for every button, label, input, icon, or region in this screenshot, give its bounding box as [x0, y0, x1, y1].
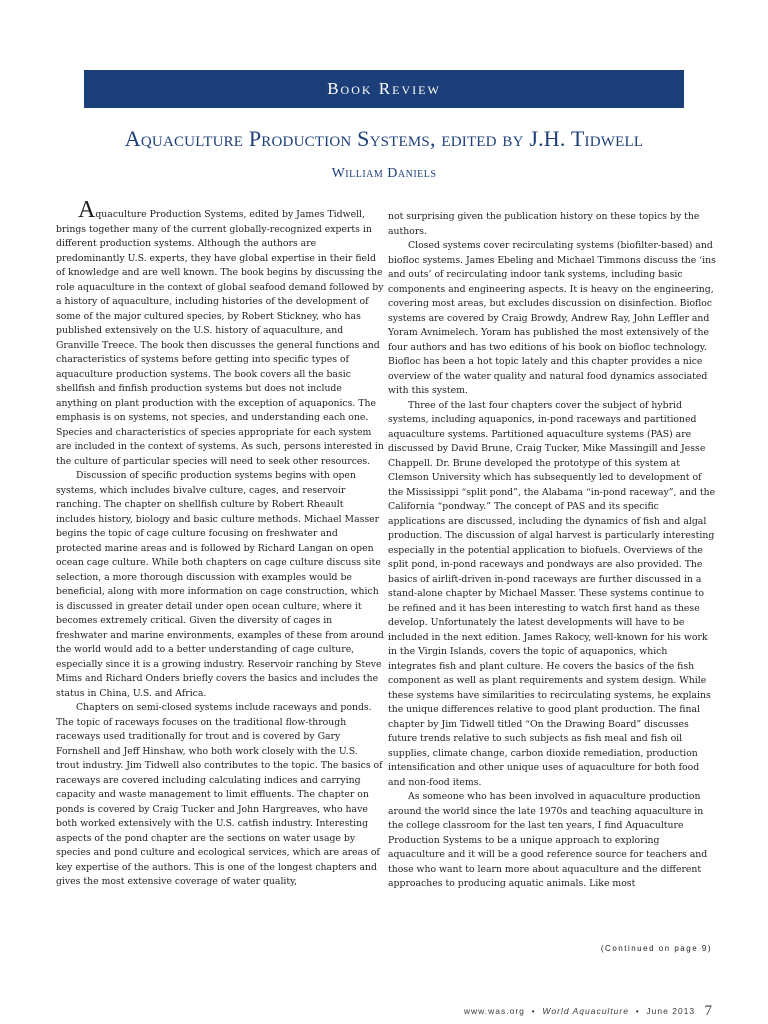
paragraph: Chapters on semi-closed systems include raceways and ponds. The topic of raceways focuses on the traditional flow-through raceways used traditionally for trout and is covered by Gary Fornshell and Jeff Hinshaw, who both work closely with the U.S. trout industry. Jim Tidwell also contributes to the topic. The basics of raceways are covered including calculating indices and carrying capacity and waste management to limit effluents. The chapter on ponds is covered by Craig Tucker and John Hargreaves, who have both worked extensively with the U.S. catfish industry. Interesting aspects of the pond chapter are the sections on water usage by species and pond culture and ecological services, which are areas of key expertise of the authors. This is one of the longest chapters and gives the most extensive coverage of water quality,	[56, 702, 383, 887]
page-number: 7	[704, 1003, 712, 1019]
article-title: Aquaculture Production Systems, edited by J.H. Tidwell	[124, 126, 644, 151]
drop-cap: A	[78, 197, 96, 223]
footer-site: www.was.org	[463, 1006, 525, 1016]
article-author: William Daniels	[331, 166, 437, 181]
footer-date: June 2013	[646, 1006, 696, 1016]
continued-note: (Continued on page 9)	[600, 944, 712, 953]
paragraph: not surprising given the publication history on these topics by the authors.	[388, 211, 700, 237]
paragraph	[56, 197, 384, 469]
paragraph: Closed systems cover recirculating systems (biofilter-based) and biofloc systems. James Ebeling and Michael Timmons discuss the ‘ins and outs’ of recirculating indoor tank systems, including basic components and engineering aspects. It is heavy on the engineering, covering most areas, but excludes discussion on disinfection. Biofloc systems are covered by Craig Browdy, Andrew Ray, John Leffler and Yoram Avnimelech. Yoram has published the most extensively of the four authors and has two editions of his book on biofloc technology. Biofloc has been a hot topic lately and this chapter provides a nice overview of the water quality and natural food dynamics associated with this system.	[388, 240, 716, 396]
right-column	[388, 210, 716, 892]
footer-magazine: World Aquaculture	[542, 1006, 629, 1016]
paragraph: As someone who has been involved in aquaculture production around the world since the late 1970s and teaching aquaculture in the college classroom for the last ten years, I find Aquaculture Production Systems to be a unique approach to exploring aquaculture and it will be a good reference source for teachers and those who want to learn more about aquaculture and the different approaches to producing aquatic animals. Like most	[388, 791, 708, 889]
page-footer	[360, 1003, 712, 1020]
left-column	[56, 197, 384, 890]
footer-bullet: •	[531, 1006, 536, 1016]
section-label: Book Review	[327, 79, 441, 98]
paragraph: Three of the last four chapters cover the subject of hybrid systems, including aquaponics, in-pond raceways and partitioned aquaculture systems. Partitioned aquaculture systems (PAS) are discussed by David Brune, Craig Tucker, Mike Massingill and Jesse Chappell. Dr. Brune developed the prototype of this system at Clemson University which has subsequently led to development of the Mississippi “split pond”, the Alabama “in-pond raceway”, and the California “pondway.” The concept of PAS and its specific applications are discussed, including the dynamics of fish and algal production. The discussion of algal harvest is particularly interesting especially in the potential application to biofuels. Overviews of the split pond, in-pond raceways and pondways are also provided. The basics of airlift-driven in-pond raceways are further discussed in a stand-alone chapter by Michael Masser. These systems continue to be refined and it has been interesting to watch first hand as these develop. Unfortunately the latest developments will have to be included in the next edition. James Rakocy, well-known for his work in the Virgin Islands, covers the topic of aquaponics, which integrates fish and plant culture. He covers the basics of the fish component as well as plant requirements and system design. While these systems have similarities to recirculating systems, he explains the unique differences relative to good plant production. The final chapter by Jim Tidwell titled “On the Drawing Board” discusses future trends relative to such subjects as fish meal and fish oil supplies, climate change, carbon dioxide remediation, production intensification and other unique uses of aquaculture for both food and non-food items.	[388, 399, 716, 788]
footer-bullet: •	[635, 1006, 640, 1016]
section-banner	[84, 70, 684, 108]
paragraph-text: quaculture Production Systems, edited by James Tidwell, brings together many of the current globally-recognized experts in different production systems. Although the authors are predominantly U.S. experts, they have global expertise in their field of knowledge and are well known. The book begins by discussing the role aquaculture in the context of global seafood demand followed by a history of aquaculture, including histories of the development of some of the major cultured species, by Robert Stickney, who has published extensively on the U.S. history of aquaculture, and Granville Treece. The book then discusses the general functions and characteristics of systems before getting into specific types of aquaculture production systems. The book covers all the basic shellfish and finfish production systems but does not include anything on plant production with the exception of aquaponics. The emphasis is on systems, not species, and understanding each one. Species and characteristics of species appropriate for each system are included in the context of systems. As such, persons interested in the culture of particular species will need to seek other resources.	[56, 209, 384, 467]
paragraph: Discussion of specific production systems begins with open systems, which includes bivalve culture, cages, and reservoir ranching. The chapter on shellfish culture by Robert Rheault includes history, biology and basic culture methods. Michael Masser begins the topic of cage culture focusing on freshwater and protected marine areas and is followed by Richard Langan on open ocean cage culture. While both chapters on cage culture discuss site selection, a more thorough discussion with examples would be beneficial, along with more information on cage construction, which is discussed in greater detail under open ocean culture, where it becomes extremely critical. Given the diversity of cages in freshwater and marine environments, examples of these from around the world would add to a better understanding of cage culture, especially since it is a growing industry. Reservoir ranching by Steve Mims and Richard Onders briefly covers the basics and includes the status in China, U.S. and Africa.	[56, 470, 384, 699]
